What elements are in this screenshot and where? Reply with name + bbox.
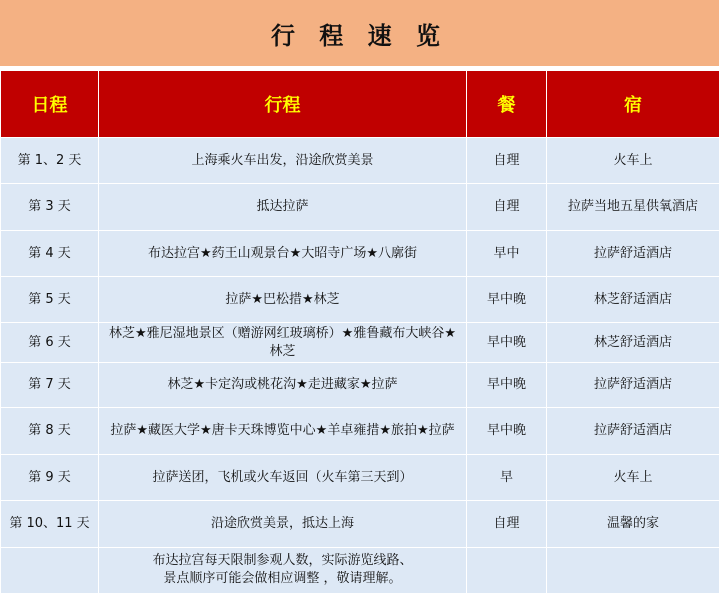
meals-cell: 早中晚 bbox=[467, 277, 547, 323]
stay-cell-empty bbox=[547, 548, 719, 594]
day-cell: 第 3 天 bbox=[1, 184, 99, 231]
route-cell: 林芝★卡定沟或桃花沟★走进藏家★拉萨 bbox=[99, 363, 467, 408]
day-cell: 第 6 天 bbox=[1, 323, 99, 363]
stay-cell: 林芝舒适酒店 bbox=[547, 277, 719, 323]
table-row bbox=[1, 363, 719, 408]
meals-cell: 自理 bbox=[467, 184, 547, 231]
note-row bbox=[1, 548, 719, 594]
meals-cell: 早中 bbox=[467, 231, 547, 277]
day-cell: 第 1、2 天 bbox=[1, 138, 99, 184]
header-meals: 餐 bbox=[467, 71, 547, 138]
day-cell: 第 4 天 bbox=[1, 231, 99, 277]
route-cell: 林芝★雅尼湿地景区（赠游网红玻璃桥）★雅鲁藏布大峡谷★林芝 bbox=[99, 323, 467, 363]
day-cell: 第 5 天 bbox=[1, 277, 99, 323]
itinerary-table bbox=[0, 70, 719, 594]
day-cell: 第 7 天 bbox=[1, 363, 99, 408]
meals-cell: 早中晚 bbox=[467, 323, 547, 363]
header-route: 行程 bbox=[99, 71, 467, 138]
header-row bbox=[1, 71, 719, 138]
note-line: 景点顺序可能会做相应调整 ，敬请理解。 bbox=[163, 571, 402, 586]
table-row bbox=[1, 501, 719, 548]
table-row bbox=[1, 138, 719, 184]
header-stay: 宿 bbox=[547, 71, 719, 138]
day-cell: 第 10、11 天 bbox=[1, 501, 99, 548]
page-title: 行 程 速 览 bbox=[270, 21, 449, 50]
note-line: 布达拉宫每天限制参观人数，实际游览线路、 bbox=[152, 553, 413, 568]
note-cell bbox=[99, 548, 467, 594]
route-cell: 抵达拉萨 bbox=[99, 184, 467, 231]
table-row bbox=[1, 184, 719, 231]
meals-cell-empty bbox=[467, 548, 547, 594]
meals-cell: 早 bbox=[467, 455, 547, 501]
day-cell-empty bbox=[1, 548, 99, 594]
route-cell: 拉萨送团，飞机或火车返回（火车第三天到） bbox=[99, 455, 467, 501]
route-cell: 沿途欣赏美景，抵达上海 bbox=[99, 501, 467, 548]
stay-cell: 拉萨舒适酒店 bbox=[547, 231, 719, 277]
stay-cell: 火车上 bbox=[547, 455, 719, 501]
title-bar bbox=[0, 0, 719, 68]
day-cell: 第 8 天 bbox=[1, 408, 99, 455]
meals-cell: 自理 bbox=[467, 138, 547, 184]
meals-cell: 自理 bbox=[467, 501, 547, 548]
stay-cell: 拉萨当地五星供氧酒店 bbox=[547, 184, 719, 231]
table-row bbox=[1, 277, 719, 323]
day-cell: 第 9 天 bbox=[1, 455, 99, 501]
stay-cell: 拉萨舒适酒店 bbox=[547, 363, 719, 408]
route-cell: 拉萨★藏医大学★唐卡天珠博览中心★羊卓雍措★旅拍★拉萨 bbox=[99, 408, 467, 455]
meals-cell: 早中晚 bbox=[467, 363, 547, 408]
meals-cell: 早中晚 bbox=[467, 408, 547, 455]
table-row bbox=[1, 323, 719, 363]
stay-cell: 林芝舒适酒店 bbox=[547, 323, 719, 363]
route-cell: 上海乘火车出发，沿途欣赏美景 bbox=[99, 138, 467, 184]
table-row bbox=[1, 231, 719, 277]
header-day: 日程 bbox=[1, 71, 99, 138]
stay-cell: 温馨的家 bbox=[547, 501, 719, 548]
table-row bbox=[1, 408, 719, 455]
route-cell: 拉萨★巴松措★林芝 bbox=[99, 277, 467, 323]
route-cell: 布达拉宫★药王山观景台★大昭寺广场★八廓街 bbox=[99, 231, 467, 277]
stay-cell: 火车上 bbox=[547, 138, 719, 184]
table-row bbox=[1, 455, 719, 501]
stay-cell: 拉萨舒适酒店 bbox=[547, 408, 719, 455]
